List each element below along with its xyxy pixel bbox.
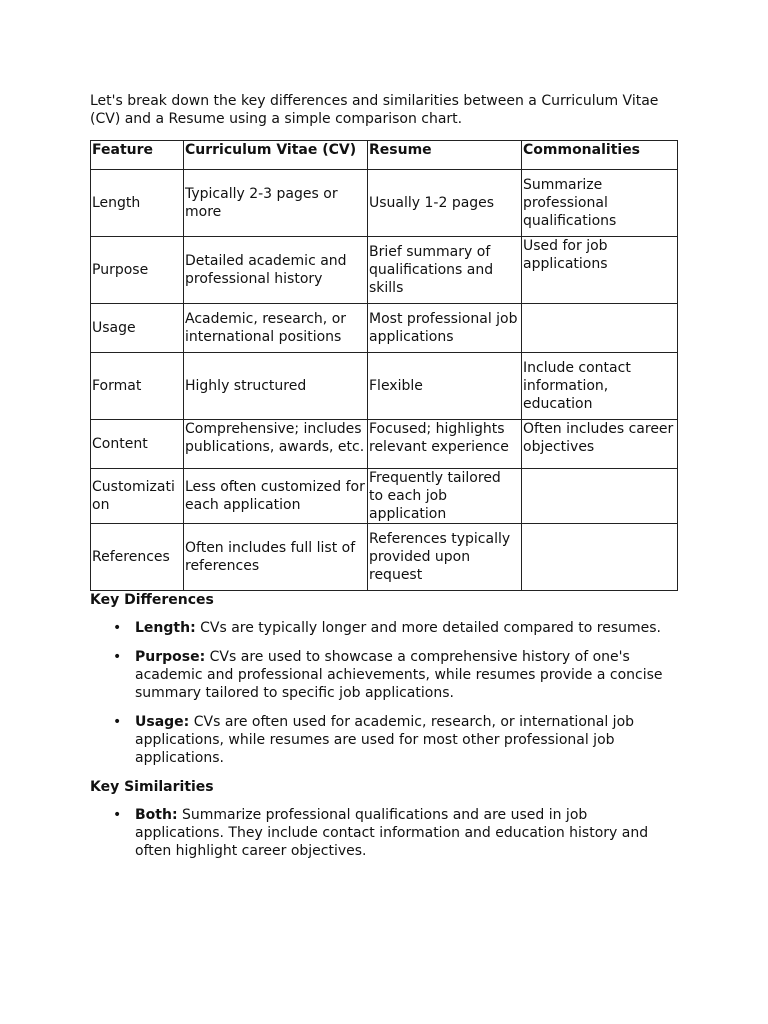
key-differences-heading: Key Differences (90, 592, 214, 608)
similarities-list (90, 806, 680, 860)
table-cell: Detailed academic and professional history (184, 237, 368, 304)
table-cell: Customization (91, 469, 184, 524)
table-cell (522, 469, 678, 524)
table-cell: Frequently tailored to each job application (368, 469, 522, 524)
table-cell: Often includes career objectives (522, 420, 678, 469)
table-header-cell: Resume (368, 141, 522, 170)
table-cell: Comprehensive; includes publications, awards, etc. (184, 420, 368, 469)
list-item (113, 648, 680, 702)
list-item (113, 806, 680, 860)
table-cell: Less often customized for each application (184, 469, 368, 524)
table-cell (522, 304, 678, 353)
table-cell: Typically 2-3 pages or more (184, 170, 368, 237)
table-cell: References typically provided upon request (368, 524, 522, 591)
key-similarities-heading: Key Similarities (90, 779, 214, 795)
table-cell: Used for job applications (522, 237, 678, 304)
table-header-cell: Curriculum Vitae (CV) (184, 141, 368, 170)
list-item-text: CVs are often used for academic, research, or international job applications, while resumes are used for most other professional job applications. (135, 714, 635, 766)
table-cell: Format (91, 353, 184, 420)
table-cell: Flexible (368, 353, 522, 420)
table-cell: Academic, research, or international positions (184, 304, 368, 353)
table-cell (522, 524, 678, 591)
list-item-term: Purpose: (135, 649, 206, 665)
table-cell: References (91, 524, 184, 591)
table-cell: Purpose (91, 237, 184, 304)
list-item-term: Length: (135, 620, 196, 636)
table-cell: Often includes full list of references (184, 524, 368, 591)
comparison-table (90, 140, 678, 591)
bullet-icon: • (113, 649, 122, 665)
table-cell: Brief summary of qualifications and skills (368, 237, 522, 304)
table-cell: Highly structured (184, 353, 368, 420)
table-header-cell: Feature (91, 141, 184, 170)
table-cell: Usage (91, 304, 184, 353)
list-item-text: CVs are typically longer and more detailed compared to resumes. (195, 620, 661, 636)
bullet-icon: • (113, 620, 122, 636)
table-cell: Content (91, 420, 184, 469)
intro-paragraph: Let's break down the key differences and similarities between a Curriculum Vitae (CV) and a Resume using a simple comparison chart. (90, 93, 659, 127)
table-header-row (91, 141, 678, 170)
list-item-term: Usage: (135, 714, 190, 730)
list-item-text: Summarize professional qualifications and are used in job applications. They include contact information and education history and often highlight career objectives. (135, 807, 649, 859)
bullet-icon: • (113, 807, 122, 823)
list-item (113, 713, 680, 767)
table-row (91, 170, 678, 237)
document-page (90, 92, 680, 871)
list-item-text: CVs are used to showcase a comprehensive history of one's academic and professional achievements, while resumes provide a concise summary tailored to specific job applications. (135, 649, 663, 701)
table-cell: Usually 1-2 pages (368, 170, 522, 237)
list-item (113, 619, 680, 637)
bullet-icon: • (113, 714, 122, 730)
table-header-cell: Commonalities (522, 141, 678, 170)
differences-list (90, 619, 680, 767)
table-cell: Length (91, 170, 184, 237)
table-row (91, 420, 678, 469)
table-row (91, 469, 678, 524)
table-cell: Include contact information, education (522, 353, 678, 420)
table-row (91, 237, 678, 304)
table-row (91, 353, 678, 420)
table-cell: Focused; highlights relevant experience (368, 420, 522, 469)
table-cell: Most professional job applications (368, 304, 522, 353)
table-row (91, 304, 678, 353)
table-row (91, 524, 678, 591)
list-item-term: Both: (135, 807, 178, 823)
table-cell: Summarize professional qualifications (522, 170, 678, 237)
